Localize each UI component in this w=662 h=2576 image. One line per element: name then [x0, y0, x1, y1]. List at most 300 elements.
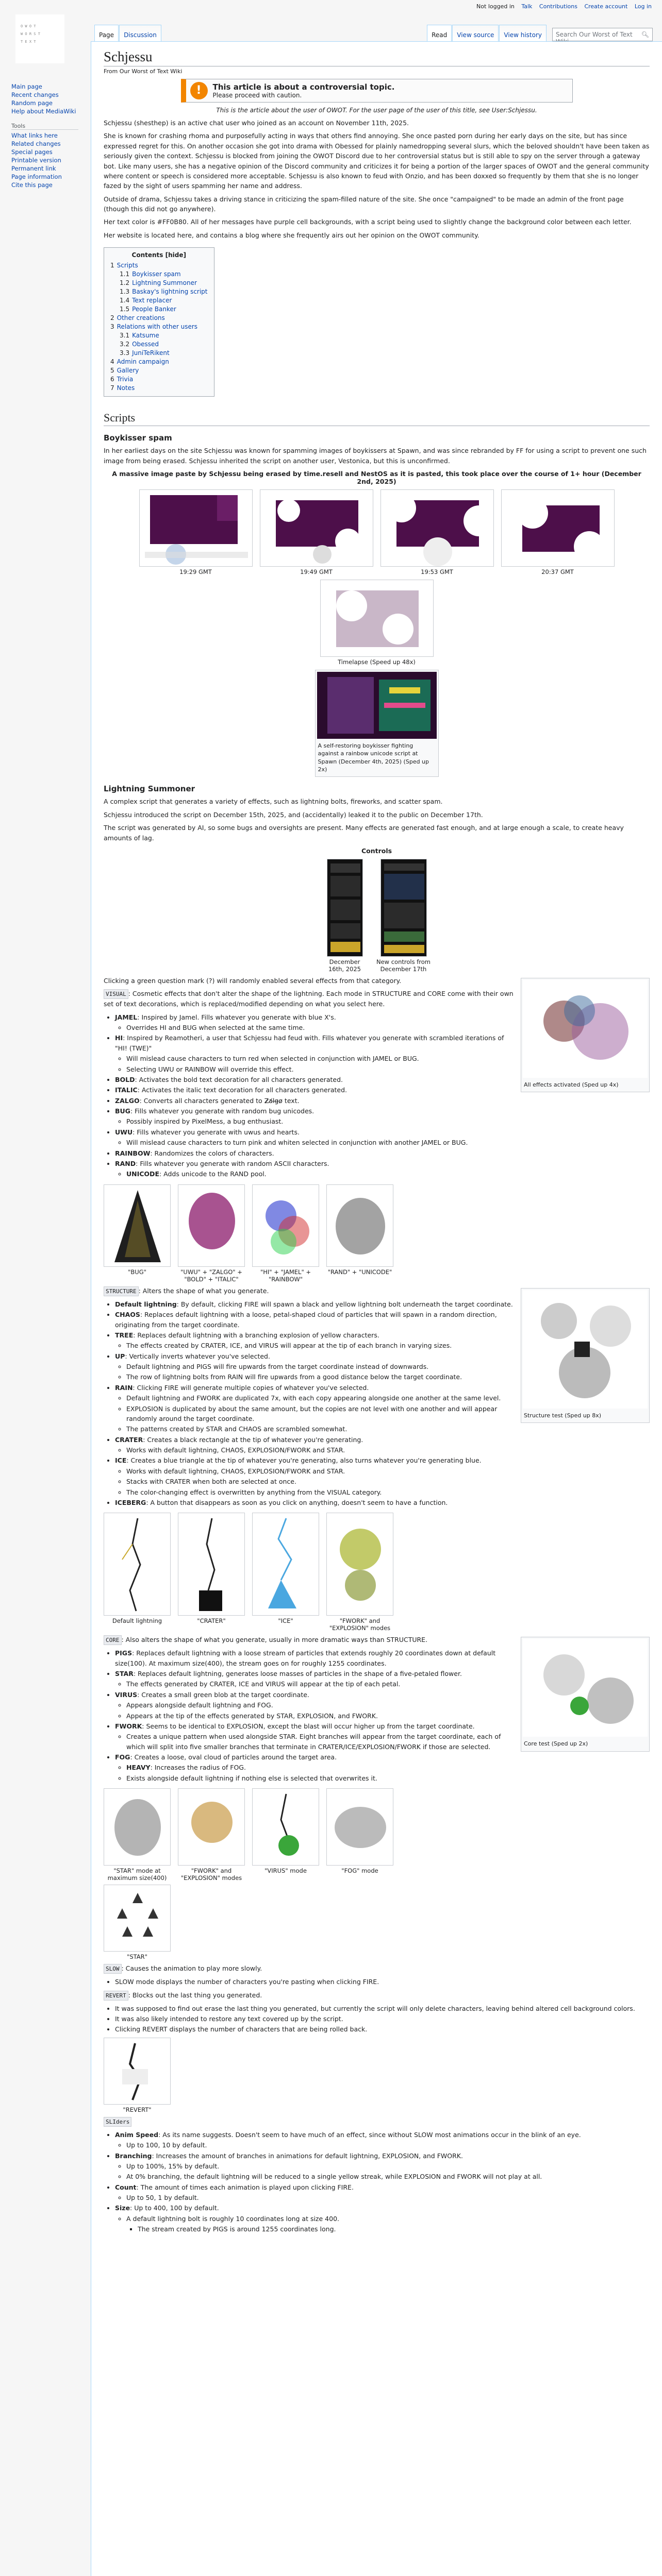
tab-page[interactable]: Page [94, 25, 119, 41]
list-item [126, 1116, 650, 1126]
toc-list [110, 261, 208, 393]
notice-title: This article is about a controversial topic. [212, 82, 395, 92]
svg-text:O W O T: O W O T [21, 24, 36, 28]
list-keyword: RAINBOW [115, 1149, 151, 1157]
controls-caption: Controls [361, 846, 392, 855]
structure-tag: STRUCTURE [104, 1286, 139, 1296]
toc-link[interactable]: Lightning Summoner [132, 279, 197, 287]
list-item [126, 2214, 650, 2224]
boykisser-paragraph: In her earliest days on the site Schjessu was known for spamming images of boykissers at Spawn, and was since rebranded by FF for using a script to prevent one such image from being erased. Schjessu inherited the script on another user, Vestonica, but this is unconfirmed. [104, 447, 647, 465]
toc-link[interactable]: Boykisser spam [132, 270, 181, 278]
structure-thumb [521, 1288, 650, 1423]
intro-paragraph: Outside of drama, Schjessu takes a driving stance in criticizing the spam-filled nature of the site. She once "campaigned" to be made an admin of the front page (though this did not go anywhere). [104, 195, 624, 213]
gallery-item [260, 489, 373, 575]
list-item [115, 2182, 650, 2192]
gallery-item [252, 1513, 319, 1632]
toc-number: 2 [110, 314, 114, 322]
wiki-logo[interactable] [5, 4, 75, 74]
list-keyword: RAND [115, 1159, 136, 1167]
list-text: : Randomizes the colors of characters. [150, 1149, 274, 1157]
personal-tools [471, 3, 652, 10]
lightning-paragraph: The script was generated by AI, so some bugs and oversights are present. Many effects are generated fast enough, and at large enough a scale, to create heavy amounts of lag. [104, 824, 624, 842]
tab-read[interactable]: Read [427, 25, 452, 41]
sidebar-item-permanent-link[interactable]: Permanent link [11, 165, 56, 172]
list-keyword: BOLD [115, 1075, 135, 1083]
sidebar-item-special-pages[interactable]: Special pages [11, 148, 53, 156]
gallery-item [320, 580, 434, 666]
toc-number: 6 [110, 376, 114, 383]
list-keyword: CHAOS [115, 1311, 140, 1319]
toc-item[interactable] [110, 384, 208, 393]
list-text: Selecting UWU or RAINBOW will override this effect. [126, 1065, 294, 1073]
list-keyword: CRATER [115, 1435, 143, 1444]
tools-heading: Tools [11, 123, 78, 130]
list-item [126, 1445, 650, 1455]
toc-number: 4 [110, 358, 114, 366]
svg-text:T E X T: T E X T [21, 40, 36, 44]
controls-gallery [104, 859, 650, 973]
gallery-item [375, 859, 432, 973]
gallery-label: 19:49 GMT [300, 568, 333, 575]
toc-link[interactable]: Trivia [117, 376, 134, 383]
tab-view-history[interactable]: View history [499, 25, 547, 41]
list-text: Overrides HI and BUG when selected at the same time. [126, 1024, 305, 1032]
list-item [126, 1169, 650, 1179]
core-section [104, 1635, 650, 1785]
slow-list [104, 1977, 650, 1987]
sliders-tag: SLIders [104, 2117, 131, 2127]
slow-tag: SLOW [104, 1964, 122, 1974]
gallery-image[interactable] [178, 1788, 245, 1866]
list-text: The effects created by CRATER, ICE, and VIRUS will appear at the tip of each branch in varying sizes. [126, 1342, 452, 1350]
namespace-tabs [94, 25, 162, 41]
list-item: • SLOW mode displays the number of characters you're pasting when clicking FIRE. [115, 1977, 650, 1987]
gallery-label: "FWORK" and "EXPLOSION" modes [180, 1867, 242, 1882]
gallery-item [178, 1513, 245, 1632]
gallery-label: "FOG" mode [341, 1867, 378, 1875]
list-text: : Inspired by Jamel. Fills whatever you generate with blue X's. [137, 1013, 336, 1021]
sidebar-item-recent-changes[interactable]: Recent changes [11, 91, 59, 98]
list-item [115, 2130, 650, 2140]
gallery-item [104, 2038, 171, 2113]
core-video[interactable] [523, 1639, 648, 1737]
gallery-item [326, 1184, 393, 1283]
boykisser-video[interactable] [317, 672, 437, 739]
gallery-label: Default lightning [112, 1617, 162, 1625]
list-text: : As its name suggests. Doesn't seem to have much of an effect, since without SLOW most animations occur in the blink of an eye. [158, 2130, 581, 2139]
intro-paragraph: Her text color is #FF0B80. All of her messages have purple cell backgrounds, with a script being used to slightly change the background color between each letter. [104, 218, 632, 226]
list-item: • It was supposed to find out erase the last thing you generated, but currently the script will only delete characters, leaving behind altered cell background colors. [115, 2004, 650, 2013]
list-text: The row of lightning bolts from RAIN will fire upwards from a good distance below the target coordinate. [126, 1373, 462, 1381]
clicking-paragraph: Clicking a green question mark (?) will randomly enabled several effects from that category. [104, 976, 402, 985]
slow-description: : Causes the animation to play more slowly. [121, 1964, 262, 1973]
gallery-label: "ICE" [278, 1617, 293, 1625]
list-item [115, 1498, 650, 1507]
list-text: : The amount of times each animation is played upon clicking FIRE. [136, 2183, 354, 2191]
create-account-link[interactable]: Create account [584, 3, 628, 10]
list-keyword: Default lightning [115, 1300, 177, 1308]
toc-link[interactable]: Admin campaign [117, 358, 169, 366]
sliders-paragraph [104, 2116, 650, 2127]
login-link[interactable]: Log in [634, 3, 652, 10]
boykisser-thumb [315, 670, 439, 777]
list-text: : Replaces default lightning with a loose, petal-shaped cloud of particles that will spawn in a random direction, originating from the target coordinate. [115, 1311, 497, 1329]
controls-image[interactable] [327, 859, 363, 957]
toc-item[interactable] [110, 287, 208, 296]
tab-discussion[interactable]: Discussion [119, 25, 161, 41]
gallery-image[interactable] [252, 1184, 319, 1267]
gallery-image[interactable] [104, 1788, 171, 1866]
lightning-paragraph: A complex script that generates a variety of effects, such as lightning bolts, fireworks, and scatter spam. [104, 798, 443, 806]
hatnote: This is the article about the user of OWOT. For the user page of the user of this title, see User:Schjessu. [216, 107, 537, 114]
thumb-caption: Core test (Sped up 2x) [524, 1740, 588, 1748]
gallery-image[interactable] [139, 489, 253, 567]
list-keyword: UNICODE [126, 1170, 159, 1178]
list-item [115, 1148, 650, 1158]
list-keyword: STAR [115, 1670, 134, 1678]
list-text: Appears at the tip of the effects generated by STAR, EXPLOSION, and FWORK. [126, 1711, 378, 1720]
toc-item[interactable] [110, 340, 208, 349]
list-text: : Creates a black rectangle at the tip of whatever you're generating. [143, 1435, 363, 1444]
gallery-label: December 16th, 2025 [328, 958, 361, 973]
list-item [115, 1455, 650, 1465]
sidebar-item-main-page[interactable]: Main page [11, 83, 42, 90]
search-input[interactable] [552, 28, 653, 41]
gallery-label: "BUG" [128, 1268, 146, 1276]
list-text: Works with default lightning, CHAOS, EXPLOSION/FWORK and STAR. [126, 1467, 345, 1475]
list-text: : Adds unicode to the RAND pool. [159, 1170, 267, 1178]
list-text: : Increases the radius of FOG. [150, 1764, 246, 1772]
list-text: : Increases the amount of branches in animations for default lightning, EXPLOSION, and FWORK. [152, 2151, 463, 2160]
list-item: • It was also likely intended to restore any text covered up by the script. [115, 2014, 650, 2024]
gallery-label: "VIRUS" mode [264, 1867, 307, 1875]
list-keyword: UWU [115, 1128, 133, 1136]
toc-number: 1.2 [120, 279, 130, 287]
warning-icon: ! [190, 82, 208, 99]
toc-link[interactable]: Scripts [117, 262, 138, 269]
list-text: Exists alongside default lightning if nothing else is selected that overwrites it. [126, 1774, 377, 1782]
gallery-label: "REVERT" [123, 2106, 152, 2113]
gallery-item [104, 1184, 171, 1283]
toc-item[interactable] [110, 323, 208, 331]
list-text: : A button that disappears as soon as you click on anything, doesn't seem to have a function. [146, 1498, 448, 1506]
list-keyword: FOG [115, 1753, 130, 1761]
list-text: : Fills whatever you generate with uwus and hearts. [133, 1128, 300, 1136]
list-text: The effects generated by CRATER, ICE and VIRUS will appear at the tip of each petal. [126, 1680, 401, 1688]
gallery-label: "RAND" + "UNICODE" [327, 1268, 392, 1276]
list-text: Will mislead cause characters to turn red when selected in conjunction with JAMEL or BUG. [126, 1055, 419, 1063]
toc-link[interactable]: People Banker [132, 306, 176, 313]
revert-description: : Blocks out the last thing you generated. [128, 1991, 262, 1999]
gallery-image[interactable] [501, 489, 615, 567]
sidebar-item-cite-this-page[interactable]: Cite this page [11, 181, 53, 189]
structure-section [104, 1286, 650, 1510]
gallery-item [178, 1184, 245, 1283]
list-item [115, 1159, 650, 1168]
toc-link[interactable]: Notes [117, 384, 135, 392]
core-description: : Also alters the shape of what you generate, usually in more dramatic ways than STRUCTURE. [121, 1636, 428, 1644]
sidebar-item-related-changes[interactable]: Related changes [11, 140, 61, 147]
toc-item[interactable] [110, 314, 208, 323]
controversial-notice [181, 79, 573, 103]
list-item: • Clicking REVERT displays the number of characters that are being rolled back. [115, 2024, 650, 2034]
sidebar-item-what-links-here[interactable]: What links here [11, 132, 58, 139]
search-icon[interactable]: 🔍︎ [641, 31, 649, 38]
gallery-image[interactable] [380, 489, 494, 567]
sidebar-item-help[interactable]: Help about MediaWiki [11, 108, 76, 115]
list-keyword: HEAVY [126, 1764, 151, 1772]
gallery-image[interactable] [178, 1513, 245, 1616]
gallery-item [104, 1513, 171, 1632]
star-gallery [104, 1885, 650, 1960]
list-text: : Replaces default lightning with a branching explosion of yellow characters. [133, 1331, 379, 1339]
list-text: : Creates a blue triangle at the tip of whatever you're generating, also turns whatever you're generating blue. [126, 1456, 482, 1465]
list-keyword: Anim Speed [115, 2130, 159, 2139]
notice-subtitle: Please proceed with caution. [212, 92, 302, 99]
gallery-label: "STAR" mode at maximum size(400) [107, 1867, 167, 1882]
gallery-item [326, 1513, 393, 1632]
toc-item[interactable] [110, 331, 208, 340]
sidebar-item-page-information[interactable]: Page information [11, 173, 62, 180]
toc-number: 1.4 [120, 297, 130, 304]
toc-item[interactable] [110, 349, 208, 358]
list-text: : Activates the bold text decoration for all characters generated. [135, 1075, 343, 1083]
list-keyword: PIGS [115, 1649, 133, 1657]
contributions-link[interactable]: Contributions [539, 3, 577, 10]
list-item [115, 2151, 650, 2161]
search-placeholder: Search Our Worst of Text [556, 31, 633, 38]
subsection-heading-boykisser: Boykisser spam [104, 433, 172, 443]
toc-number: 3.3 [120, 349, 130, 357]
gallery-label: 19:53 GMT [421, 568, 453, 575]
gallery-image[interactable] [320, 580, 434, 657]
gallery-item [178, 1788, 245, 1882]
gallery-label: New controls from December 17th [376, 958, 431, 973]
sidebar-item-printable-version[interactable]: Printable version [11, 157, 61, 164]
list-keyword: JAMEL [115, 1013, 138, 1021]
gallery-item [104, 1788, 171, 1882]
toc-item[interactable] [110, 270, 208, 279]
list-text: EXPLOSION is duplicated by about the same amount, but the copies are not level with one another and will appear randomly around the target coordinate. [126, 1404, 498, 1422]
toc-item[interactable] [110, 261, 208, 270]
core-gallery [104, 1788, 650, 1882]
list-item [126, 1487, 650, 1497]
list-text: : Vertically inverts whatever you've selected. [125, 1352, 270, 1360]
gallery-image[interactable] [326, 1513, 393, 1616]
list-item [126, 1477, 650, 1486]
toc-title[interactable]: Contents [hide] [131, 251, 186, 259]
list-text: The stream created by PIGS is around 1255 coordinates long. [138, 2225, 336, 2233]
toc-number: 3.1 [120, 332, 130, 340]
gallery-item [380, 489, 494, 575]
list-text: : Fills whatever you generate with random bug unicodes. [130, 1107, 315, 1115]
list-item [126, 1424, 650, 1434]
visual-description: : Cosmetic effects that don't alter the shape of the lightning. Each mode in STRUCTURE and CORE come with their own set of text decorations, which is replaced/modified depending on what you select here. [104, 990, 514, 1008]
gallery-image[interactable] [326, 1184, 393, 1267]
tab-view-source[interactable]: View source [452, 25, 499, 41]
toc-link[interactable]: Baskay's lightning script [132, 288, 208, 296]
toc-item[interactable] [110, 358, 208, 366]
section-heading-scripts: Scripts [104, 411, 650, 426]
list-text: : Replaces default lightning, generates loose masses of particles in the shape of a five-petaled flower. [133, 1670, 462, 1678]
visual-thumb [521, 978, 650, 1092]
gallery-label: "CRATER" [197, 1617, 226, 1625]
list-keyword: ZALGO [115, 1096, 140, 1105]
revert-list [104, 2004, 650, 2035]
list-item [115, 1752, 650, 1762]
toc-number: 5 [110, 367, 114, 375]
list-text: A default lightning bolt is roughly 10 coordinates long at size 400. [126, 2214, 339, 2223]
gallery-label: "UWU" + "ZALGO" + "BOLD" + "ITALIC" [180, 1268, 242, 1283]
list-keyword: ITALIC [115, 1086, 138, 1094]
list-text: Default lightning and FWORK are duplicated 7x, with each copy appearing alongside one another at the same level. [126, 1394, 501, 1402]
intro-paragraph: Schjessu (shesthep) is an active chat user who joined as an account on November 11th, 2025. [104, 119, 409, 127]
list-text: : Activates the italic text decoration for all characters generated. [137, 1086, 347, 1094]
gallery-image[interactable] [178, 1184, 245, 1267]
list-text: Up to 100, 10 by default. [126, 2141, 207, 2149]
structure-video[interactable] [523, 1290, 648, 1409]
list-text: : Seems to be identical to EXPLOSION, except the blast will occur higher up from the target coordinate. [142, 1722, 475, 1730]
list-text: Works with default lightning, CHAOS, EXPLOSION/FWORK and STAR. [126, 1446, 345, 1454]
sidebar [0, 82, 85, 189]
toc-number: 1.3 [120, 288, 130, 296]
toc-item[interactable] [110, 375, 208, 384]
gallery-image[interactable] [104, 1885, 171, 1952]
gallery-image[interactable] [104, 1184, 171, 1267]
sidebar-item-random-page[interactable]: Random page [11, 99, 53, 107]
list-item [115, 1106, 650, 1116]
intro-paragraph: She is known for crashing rhoma and purposefully acting in ways that others find annoying. She once pasted porn during her early days on the site, but has since expressed regret for this. On another occasion she got into drama with Obessed for plainly namedropping several slurs, which the beloved shouldn't have been taken as seriously given the context. Schjessu is blocked from joining the OWOT Discord due to her controversial status but is still able to spy on the server through a gateway bot. Like many users, she has a negative opinion of the Discord community and criticizes it for being a portion of the larger spaces of OWOT and the general community where content or speech is considered more acceptable. Schjessu is also known to feud with Onzio, and has been doxxed so frequently by them that she is no longer fazed by the sight of users spamming her name and address. [104, 132, 650, 190]
list-item [126, 2172, 650, 2181]
list-keyword: BUG [115, 1107, 130, 1115]
list-item [126, 1762, 650, 1772]
core-thumb [521, 1637, 650, 1751]
list-text: : Replaces default lightning with a loose stream of particles that extends roughly 20 coordinates down at default size(100). At maximum size(400), the stream goes on for roughly 1255 coordinates. [115, 1649, 496, 1667]
toc-item[interactable] [110, 296, 208, 305]
not-logged-in-label: Not logged in [476, 3, 515, 10]
list-text: : By default, clicking FIRE will spawn a black and yellow lightning bolt underneath the target coordinate. [176, 1300, 513, 1308]
structure-gallery [104, 1513, 650, 1632]
controls-image[interactable] [380, 859, 427, 957]
toc-number: 1.1 [120, 270, 130, 278]
gallery-item [252, 1184, 319, 1283]
list-text: Possibly inspired by PixelMess, a bug enthusiast. [126, 1117, 284, 1126]
toc-link[interactable]: Gallery [117, 367, 139, 375]
gallery-label: Timelapse (Speed up 48x) [338, 658, 416, 666]
gallery-item [252, 1788, 319, 1882]
toc-link[interactable]: Text replacer [132, 297, 172, 304]
toc-link[interactable]: JuniTeRikent [132, 349, 170, 357]
visual-section [104, 976, 650, 1181]
gallery-label: 19:29 GMT [179, 568, 212, 575]
list-item [138, 2224, 650, 2234]
gallery-item [501, 489, 615, 575]
list-item [115, 1435, 650, 1445]
site-subtitle: From Our Worst of Text Wiki [104, 68, 183, 75]
list-item [126, 2140, 650, 2150]
visual-tag: VISUAL [104, 989, 128, 999]
list-keyword: Size [115, 2204, 130, 2212]
main-content [91, 41, 662, 2576]
toc-link[interactable]: Katsume [132, 332, 159, 340]
toc-item[interactable] [110, 366, 208, 375]
list-keyword: Branching [115, 2151, 152, 2160]
talk-link[interactable]: Talk [521, 3, 533, 10]
list-text: Stacks with CRATER when both are selected at once. [126, 1478, 296, 1486]
list-text: The patterns created by STAR and CHAOS are scrambled somewhat. [126, 1425, 347, 1433]
gallery-label: "STAR" [127, 1953, 147, 1961]
list-text: : Up to 400, 100 by default. [130, 2204, 219, 2212]
thumb-caption: A self-restoring boykisser fighting against a rainbow unicode script at Spawn (December 4th, 2025) (Sped up 2x) [318, 742, 429, 773]
revert-tag: REVERT [104, 1991, 128, 2001]
list-text: The color-changing effect is overwritten by anything from the VISUAL category. [126, 1488, 382, 1496]
gallery-image[interactable] [260, 489, 373, 567]
list-item [126, 1466, 650, 1476]
gallery-image[interactable] [252, 1788, 319, 1866]
gallery-caption: A massive image paste by Schjessu being erased by time.resell and NestOS as it is pasted, this took place over the course of 1+ hour (December 2nd, 2025) [112, 469, 641, 485]
slider-list [104, 2130, 650, 2234]
gallery-image[interactable] [326, 1788, 393, 1866]
revert-gallery [104, 2038, 650, 2113]
list-item [115, 1127, 650, 1137]
subsection-heading-lightning: Lightning Summoner [104, 784, 195, 794]
toc-item[interactable] [110, 279, 208, 287]
list-text: Up to 50, 1 by default. [126, 2194, 199, 2202]
gallery-label: 20:37 GMT [541, 568, 574, 575]
gallery-item [322, 859, 368, 973]
visual-video[interactable] [523, 980, 648, 1078]
list-text: : Fills whatever you generate with random ASCII characters. [136, 1159, 329, 1167]
view-tabs [427, 25, 653, 41]
lightning-paragraph: Schjessu introduced the script on December 15th, 2025, and (accidentally) leaked it to the public on December 17th. [104, 810, 483, 819]
list-text: Up to 100%, 15% by default. [126, 2162, 220, 2170]
gallery-image[interactable] [104, 2038, 171, 2105]
gallery-image-paste [104, 489, 650, 666]
toc-item[interactable] [110, 305, 208, 314]
toc-link[interactable]: Relations with other users [117, 323, 198, 331]
list-keyword: TREE [115, 1331, 134, 1339]
list-text: : Converts all characters generated to Z̷a̸l̵g̶o̷ text. [139, 1096, 300, 1105]
gallery-image[interactable] [104, 1513, 171, 1616]
list-text: : Inspired by Reamotheri, a user that Schjessu had feud with. Fills whatever you generate with scrambled iterations of "HI! (TWE)" [115, 1034, 504, 1052]
gallery-label: "FWORK" and "EXPLOSION" modes [329, 1617, 391, 1632]
list-item [126, 1773, 650, 1783]
page-title: Schjessu [104, 49, 650, 66]
toc-number: 3.2 [120, 341, 130, 348]
list-text: Will mislead cause characters to turn pink and whiten selected in conjunction with another JAMEL or BUG. [126, 1139, 468, 1147]
list-keyword: RAIN [115, 1383, 133, 1392]
list-keyword: VIRUS [115, 1690, 138, 1699]
list-item [126, 2161, 650, 2171]
list-keyword: UP [115, 1352, 125, 1360]
table-of-contents [104, 247, 214, 397]
toc-link[interactable]: Obessed [132, 341, 159, 348]
gallery-label: "HI" + "JAMEL" + "RAINBOW" [260, 1268, 311, 1283]
visual-gallery [104, 1184, 650, 1283]
list-text: : Clicking FIRE will generate multiple copies of whatever you've selected. [133, 1383, 369, 1392]
list-keyword: ICEBERG [115, 1498, 146, 1506]
list-item [126, 2193, 650, 2202]
list-item [126, 1138, 650, 1147]
gallery-image[interactable] [252, 1513, 319, 1616]
toc-link[interactable]: Other creations [117, 314, 165, 322]
list-text: : Creates a small green blob at the target coordinate. [137, 1690, 309, 1699]
thumb-caption: All effects activated (Sped up 4x) [524, 1081, 619, 1088]
structure-description: : Alters the shape of what you generate. [138, 1286, 269, 1295]
svg-text:W O R S T: W O R S T [21, 32, 40, 36]
list-keyword: HI [115, 1034, 123, 1042]
revert-paragraph [104, 1990, 650, 2001]
